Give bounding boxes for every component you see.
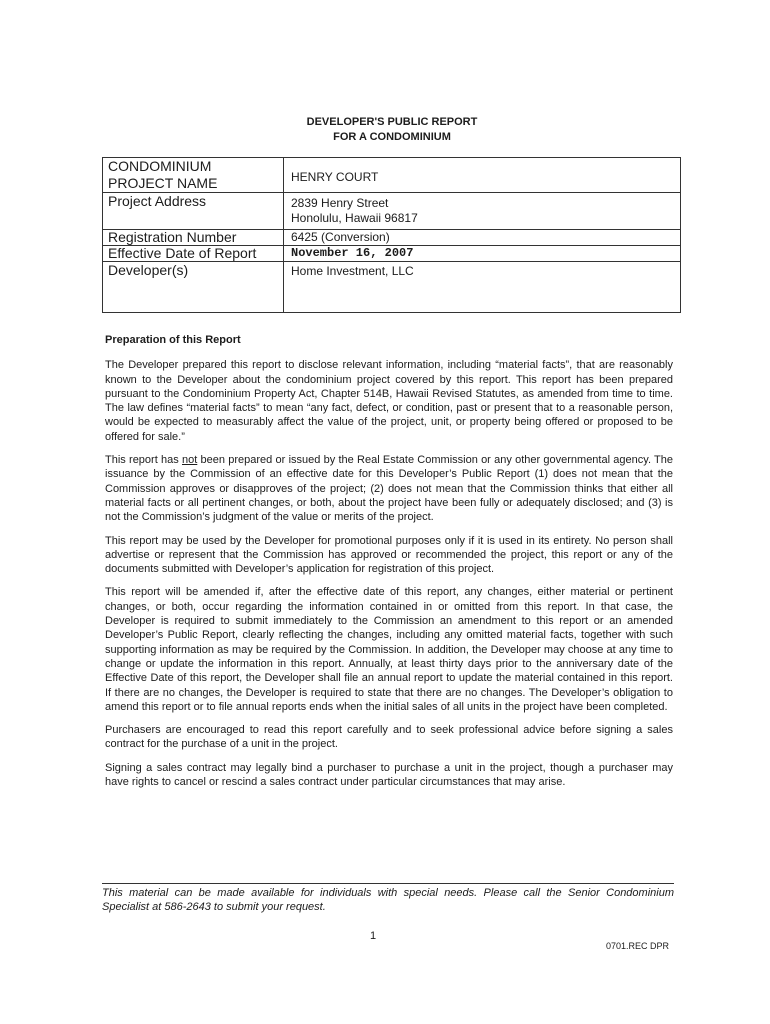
report-title bbox=[0, 115, 770, 145]
report-title-line2: FOR A CONDOMINIUM bbox=[333, 131, 451, 143]
address-line1: 2839 Henry Street bbox=[291, 196, 389, 210]
row-developer bbox=[103, 262, 681, 313]
paragraph-2-not: not bbox=[182, 454, 198, 467]
project-name-value: HENRY COURT bbox=[284, 158, 681, 193]
address-line2: Honolulu, Hawaii 96817 bbox=[291, 211, 418, 225]
developer-value: Home Investment, LLC bbox=[284, 262, 681, 313]
paragraph-5: Purchasers are encouraged to read this report carefully and to seek professional advice before signing a sales contract for the purchase of a unit in the project. bbox=[105, 724, 673, 751]
row-project-address bbox=[103, 193, 681, 230]
section-title: Preparation of this Report bbox=[105, 334, 241, 346]
project-name-label bbox=[103, 158, 284, 193]
paragraph-3: This report may be used by the Developer for promotional purposes only if it is used in its entirety. No person shall advertise or represent that the Commission has approved or recommended the project, this report or any of the documents submitted with Developer’s application for registration of this project. bbox=[105, 534, 673, 576]
report-body bbox=[105, 333, 673, 798]
registration-number-value: 6425 (Conversion) bbox=[284, 230, 681, 246]
page-number: 1 bbox=[370, 930, 377, 942]
row-effective-date bbox=[103, 246, 681, 262]
project-address-label: Project Address bbox=[103, 193, 284, 230]
paragraph-1: The Developer prepared this report to disclose relevant information, including “material facts”, that are reasonably known to the Developer about the condominium project covered by this report. This report has been prepared pursuant to the Condominium Property Act, Chapter 514B, Hawaii Revised Statutes, as amended from time to time. The law defines “material facts” to mean “any fact, defect, or condition, past or present that to a reasonable person, would be expected to measurably affect the value of the project, unit, or property being offered or proposed to be offered for sale.” bbox=[105, 359, 673, 443]
paragraph-6: Signing a sales contract may legally bind a purchaser to purchase a unit in the project, though a purchaser may have rights to cancel or rescind a sales contract under particular circumstances that may arise. bbox=[105, 761, 673, 789]
effective-date-label: Effective Date of Report bbox=[103, 246, 284, 262]
special-needs-notice: This material can be made available for individuals with special needs. Please call the Senior Condominium Specialist at 586-2643 to submit your request. bbox=[102, 883, 674, 914]
project-info-table bbox=[102, 157, 681, 313]
developer-label: Developer(s) bbox=[103, 262, 284, 313]
row-registration-number bbox=[103, 230, 681, 246]
project-name-label-line1: CONDOMINIUM bbox=[108, 158, 212, 174]
paragraph-2 bbox=[105, 453, 673, 524]
paragraph-4: This report will be amended if, after the effective date of this report, any changes, either material or pertinent changes, or both, occur regarding the information contained in or omitted from this report. In that case, the Developer is required to submit immediately to the Commission an amendment to this report or an amended Developer’s Public Report, clearly reflecting the changes, including any omitted material facts, together with such supporting information as may be required by the Commission. In addition, the Developer may choose at any time to change or update the information in this report. Annually, at least thirty days prior to the anniversary date of the Effective Date of this report, the Developer shall file an annual report to update the material contained in this report. If there are no changes, the Developer is required to state that there are no changes. The Developer’s obligation to amend this report or to file annual reports ends when the initial sales of all units in the project have been completed. bbox=[105, 586, 673, 713]
project-address-value bbox=[284, 193, 681, 230]
paragraph-2-start: This report has bbox=[105, 454, 182, 467]
effective-date-value: November 16, 2007 bbox=[284, 246, 681, 262]
row-project-name bbox=[103, 158, 681, 193]
registration-number-label: Registration Number bbox=[103, 230, 284, 246]
project-name-label-line2: PROJECT NAME bbox=[108, 175, 218, 191]
paragraph-2-rest: been prepared or issued by the Real Estate Commission or any other governmental agency. The issuance by the Commission of an effective date for this Developer’s Public Report (1) does not mean that the Commission approves or disapproves of the project; (2) does not mean that the Commission thinks that either all material facts or all pertinent changes, or both, about the project have been fully or adequately disclosed; and (3) is not the Commission’s judgment of the value or merits of the project. bbox=[105, 454, 674, 524]
form-code: 0701.REC DPR bbox=[606, 941, 670, 951]
report-title-line1: DEVELOPER'S PUBLIC REPORT bbox=[306, 116, 478, 128]
